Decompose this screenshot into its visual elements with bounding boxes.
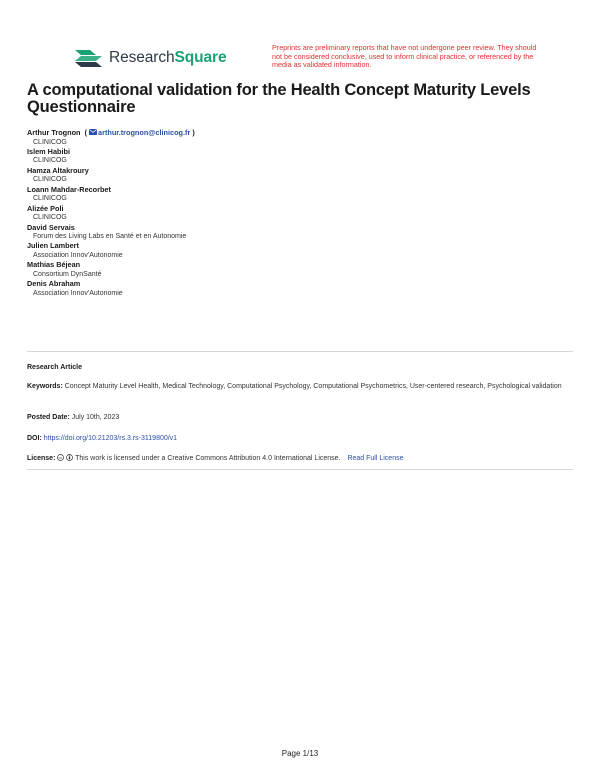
page-number: Page 1/13 bbox=[281, 749, 319, 758]
license-label: License: bbox=[27, 455, 56, 462]
author-affiliation: CLINICOG bbox=[33, 138, 67, 146]
license bbox=[27, 454, 573, 464]
read-full-license-link[interactable]: Read Full License bbox=[347, 455, 404, 462]
logo-word-research: Research bbox=[109, 49, 175, 66]
article-type-text: Research Article bbox=[27, 364, 82, 371]
author-name: Mathias Béjean bbox=[27, 260, 81, 270]
doi bbox=[27, 434, 573, 444]
svg-text:cc: cc bbox=[58, 455, 63, 460]
email-close-paren: ) bbox=[192, 128, 195, 137]
author-affiliation: CLINICOG bbox=[33, 176, 67, 184]
author-entry bbox=[27, 279, 567, 298]
author-entry bbox=[27, 147, 567, 166]
author-name: Islem Habibi bbox=[27, 146, 70, 156]
author-affiliation: Consortium DynSanté bbox=[33, 270, 102, 278]
author-entry bbox=[27, 166, 567, 185]
research-square-logo[interactable] bbox=[74, 46, 227, 70]
author-affiliation: CLINICOG bbox=[33, 195, 67, 203]
preprint-notice: Preprints are preliminary reports that have not undergone peer review. They should not be considered conclusive, used to inform clinical practice, or referenced by the media as validated information. bbox=[272, 43, 537, 70]
posted-date bbox=[27, 413, 573, 423]
envelope-icon bbox=[89, 129, 97, 135]
author-entry bbox=[27, 185, 567, 204]
author-email-wrap bbox=[83, 128, 195, 137]
posted-date-value: July 10th, 2023 bbox=[71, 414, 120, 421]
keywords-value: Concept Maturity Level Health, Medical Technology, Computational Psychology, Computational Psychometrics, User-centered research, Psychological validation bbox=[64, 383, 562, 390]
divider-bottom bbox=[27, 469, 573, 470]
doi-label: DOI: bbox=[27, 435, 42, 442]
logo-word-square: Square bbox=[174, 49, 227, 66]
author-entry bbox=[27, 204, 567, 223]
logo-wordmark bbox=[109, 49, 227, 67]
author-entry bbox=[27, 241, 567, 260]
paper-title: A computational validation for the Health Concept Maturity Levels Questionnaire bbox=[27, 81, 531, 116]
author-affiliation: Forum des Living Labs en Santé et en Autonomie bbox=[33, 233, 187, 241]
divider-top bbox=[27, 351, 573, 352]
author-entry bbox=[27, 223, 567, 242]
author-name-text: Arthur Trognon bbox=[27, 128, 81, 137]
author-name: David Servais bbox=[27, 222, 75, 232]
author-name: Loann Mahdar-Recorbet bbox=[27, 184, 111, 194]
attribution-icon bbox=[66, 454, 73, 461]
author-affiliation: CLINICOG bbox=[33, 214, 67, 222]
author-list bbox=[27, 128, 567, 298]
keywords-label: Keywords: bbox=[27, 383, 63, 390]
author-name bbox=[27, 128, 567, 138]
license-text: This work is licensed under a Creative Commons Attribution 4.0 International License. bbox=[75, 455, 341, 462]
author-entry bbox=[27, 260, 567, 279]
email-open-paren: ( bbox=[84, 128, 88, 137]
article-type bbox=[27, 363, 573, 373]
posted-date-label: Posted Date: bbox=[27, 414, 70, 421]
author-name: Denis Abraham bbox=[27, 279, 81, 289]
author-email-link[interactable]: arthur.trognon@clinicog.fr bbox=[98, 128, 191, 137]
author-name: Hamza Altakroury bbox=[27, 165, 89, 175]
author-affiliation: CLINICOG bbox=[33, 157, 67, 165]
author-name: Julien Lambert bbox=[27, 241, 79, 251]
creative-commons-icon bbox=[57, 454, 64, 461]
doi-link[interactable]: https://doi.org/10.21203/rs.3.rs-3119800/v1 bbox=[43, 435, 178, 442]
research-square-logo-icon bbox=[74, 46, 104, 70]
author-name: Alizée Poli bbox=[27, 203, 64, 213]
author-entry bbox=[27, 128, 567, 147]
author-affiliation: Association Innov'Autonomie bbox=[33, 251, 123, 259]
author-affiliation: Association Innov'Autonomie bbox=[33, 289, 123, 297]
keywords bbox=[27, 382, 573, 392]
